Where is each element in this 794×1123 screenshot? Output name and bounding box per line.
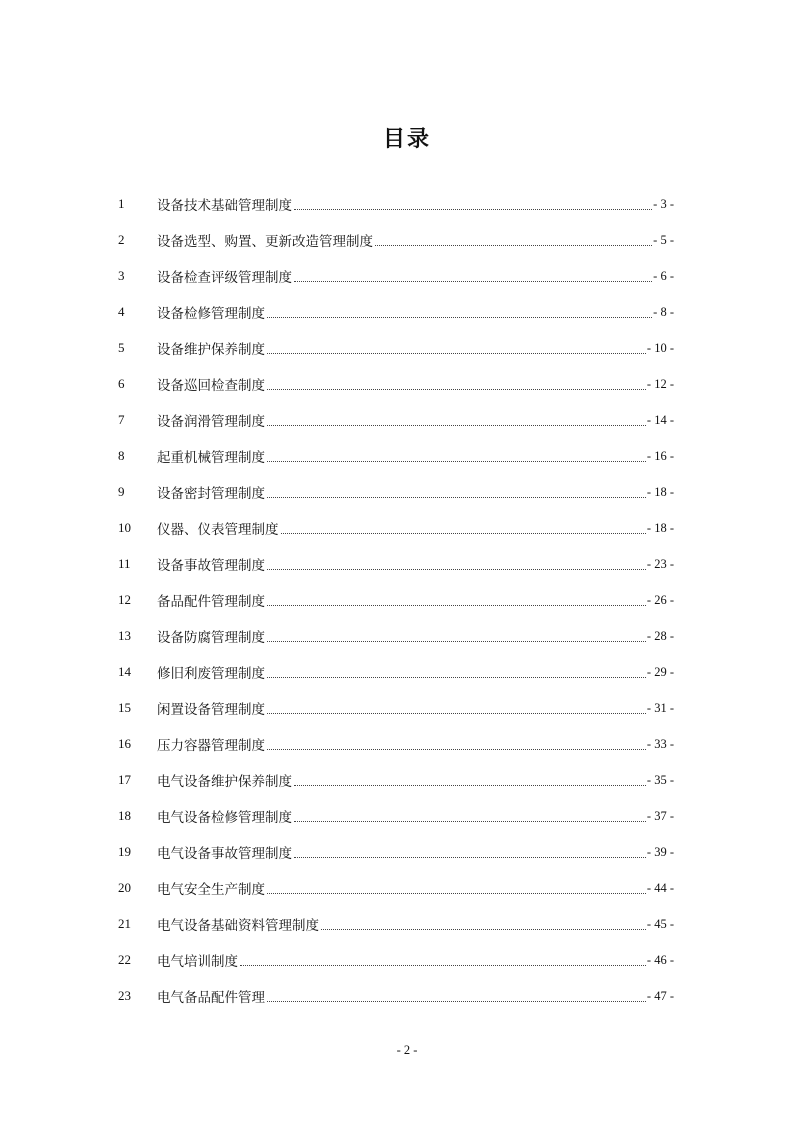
toc-dot-leader [294, 821, 646, 822]
toc-dot-leader [281, 533, 646, 534]
toc-entry [118, 618, 674, 654]
toc-dot-leader [267, 569, 646, 570]
toc-entry-number: 12 [118, 592, 131, 607]
toc-entry-number: 18 [118, 808, 131, 823]
toc-entry-page-number: - 6 - [653, 268, 674, 283]
toc-entry-page-number: - 26 - [646, 592, 674, 607]
toc-entry-number: 20 [118, 880, 131, 895]
toc-entry [118, 654, 674, 690]
toc-dot-leader [294, 281, 652, 282]
toc-entry-number: 21 [118, 916, 131, 931]
toc-entry [118, 186, 674, 222]
toc-entry-page-number: - 8 - [653, 304, 674, 319]
toc-entry [118, 546, 674, 582]
toc-entry-number: 22 [118, 952, 131, 967]
toc-entry [118, 330, 674, 366]
toc-entry-number: 10 [118, 520, 131, 535]
toc-entry [118, 366, 674, 402]
toc-entry [118, 222, 674, 258]
toc-entry-title: 设备密封管理制度 [157, 486, 265, 502]
toc-entry [118, 906, 674, 942]
toc-dot-leader [267, 677, 646, 678]
toc-entry-page-number: - 28 - [646, 628, 674, 643]
toc-entry [118, 294, 674, 330]
toc-entry [118, 798, 674, 834]
toc-entry-page-number: - 46 - [646, 952, 674, 967]
toc-entry-title: 压力容器管理制度 [157, 738, 265, 754]
toc-entry-page-number: - 10 - [646, 340, 674, 355]
toc-entry-title: 电气备品配件管理 [157, 990, 265, 1006]
toc-entry-number: 17 [118, 772, 131, 787]
toc-entry-title: 设备润滑管理制度 [157, 414, 265, 430]
toc-entry [118, 438, 674, 474]
toc-dot-leader [294, 785, 646, 786]
toc-entry-page-number: - 31 - [646, 700, 674, 715]
toc-entry-number: 5 [118, 340, 125, 355]
toc-entry-title: 设备防腐管理制度 [157, 630, 265, 646]
page-title: 目录 [382, 127, 431, 152]
toc-entry-title: 电气培训制度 [157, 954, 238, 970]
toc-dot-leader [267, 425, 646, 426]
toc-entry [118, 762, 674, 798]
toc-dot-leader [240, 965, 646, 966]
toc-entry [118, 474, 674, 510]
toc-entry-number: 8 [118, 448, 125, 463]
toc-entry-title: 设备检修管理制度 [157, 306, 265, 322]
toc-dot-leader [267, 389, 646, 390]
toc-entry-title: 设备检查评级管理制度 [157, 270, 292, 286]
toc-dot-leader [267, 749, 646, 750]
toc-entry-title: 起重机械管理制度 [157, 450, 265, 466]
toc-dot-leader [267, 461, 646, 462]
toc-entry-number: 2 [118, 232, 125, 247]
toc-entry-page-number: - 39 - [646, 844, 674, 859]
table-of-contents [118, 186, 674, 1014]
toc-entry-page-number: - 37 - [646, 808, 674, 823]
toc-dot-leader [375, 245, 652, 246]
toc-entry-title: 电气设备基础资料管理制度 [157, 918, 319, 934]
toc-entry-page-number: - 29 - [646, 664, 674, 679]
toc-entry-page-number: - 5 - [653, 232, 674, 247]
toc-entry-page-number: - 18 - [646, 484, 674, 499]
toc-entry [118, 870, 674, 906]
toc-entry-number: 9 [118, 484, 125, 499]
page-number-footer: - 2 - [396, 1043, 418, 1057]
toc-entry-number: 1 [118, 196, 125, 211]
toc-entry-number: 4 [118, 304, 125, 319]
toc-entry-title: 电气设备检修管理制度 [157, 810, 292, 826]
toc-entry-number: 15 [118, 700, 131, 715]
toc-entry-number: 3 [118, 268, 125, 283]
toc-entry [118, 690, 674, 726]
toc-entry [118, 510, 674, 546]
toc-entry [118, 834, 674, 870]
toc-entry-title: 设备维护保养制度 [157, 342, 265, 358]
toc-entry-title: 设备选型、购置、更新改造管理制度 [157, 234, 373, 250]
toc-entry-title: 设备技术基础管理制度 [157, 198, 292, 214]
toc-entry-page-number: - 3 - [653, 196, 674, 211]
toc-dot-leader [267, 353, 646, 354]
toc-dot-leader [267, 641, 646, 642]
toc-entry-title: 设备巡回检查制度 [157, 378, 265, 394]
toc-entry-title: 电气设备维护保养制度 [157, 774, 292, 790]
toc-dot-leader [267, 713, 646, 714]
toc-entry-number: 11 [118, 556, 131, 571]
toc-entry-number: 14 [118, 664, 131, 679]
toc-entry-title: 闲置设备管理制度 [157, 702, 265, 718]
toc-entry-page-number: - 35 - [646, 772, 674, 787]
toc-dot-leader [267, 317, 652, 318]
toc-dot-leader [294, 857, 646, 858]
toc-entry-page-number: - 44 - [646, 880, 674, 895]
toc-entry-page-number: - 12 - [646, 376, 674, 391]
toc-entry [118, 942, 674, 978]
toc-entry-number: 23 [118, 988, 131, 1003]
toc-entry-title: 仪器、仪表管理制度 [157, 522, 279, 538]
toc-entry-page-number: - 45 - [646, 916, 674, 931]
toc-entry-page-number: - 23 - [646, 556, 674, 571]
toc-entry-title: 电气设备事故管理制度 [157, 846, 292, 862]
toc-dot-leader [267, 605, 646, 606]
toc-entry [118, 582, 674, 618]
toc-dot-leader [267, 497, 646, 498]
toc-entry [118, 726, 674, 762]
toc-entry-number: 16 [118, 736, 131, 751]
toc-entry-page-number: - 33 - [646, 736, 674, 751]
toc-entry-title: 电气安全生产制度 [157, 882, 265, 898]
toc-entry [118, 402, 674, 438]
toc-entry-page-number: - 14 - [646, 412, 674, 427]
toc-entry-number: 13 [118, 628, 131, 643]
toc-entry-title: 修旧利废管理制度 [157, 666, 265, 682]
toc-entry [118, 258, 674, 294]
toc-entry-number: 19 [118, 844, 131, 859]
toc-dot-leader [267, 893, 646, 894]
toc-dot-leader [267, 1001, 646, 1002]
toc-entry-title: 设备事故管理制度 [157, 558, 265, 574]
toc-entry [118, 978, 674, 1014]
toc-entry-title: 备品配件管理制度 [157, 594, 265, 610]
toc-dot-leader [294, 209, 652, 210]
toc-entry-page-number: - 47 - [646, 988, 674, 1003]
toc-entry-number: 7 [118, 412, 125, 427]
toc-entry-page-number: - 16 - [646, 448, 674, 463]
toc-dot-leader [321, 929, 646, 930]
toc-entry-number: 6 [118, 376, 125, 391]
toc-entry-page-number: - 18 - [646, 520, 674, 535]
